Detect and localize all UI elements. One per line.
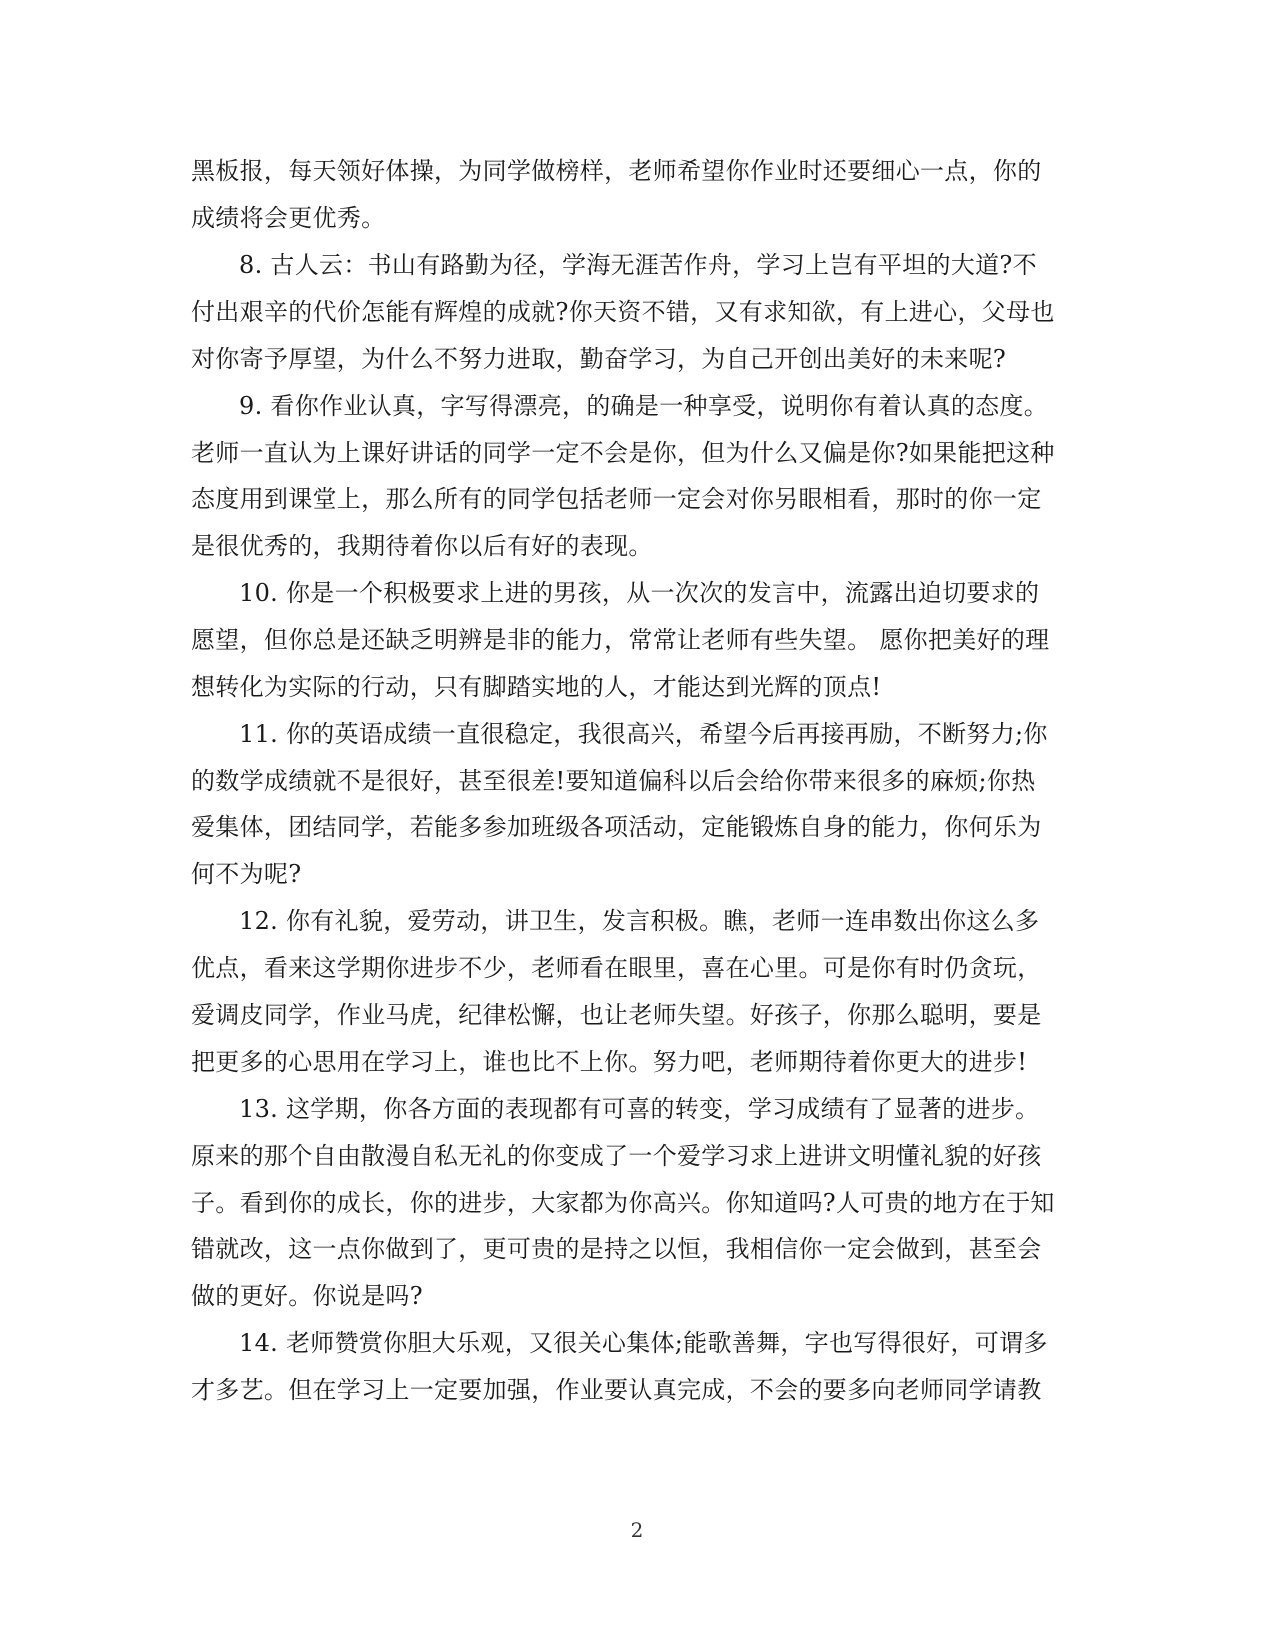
paragraph-9-line-1: 9. 看你作业认真，字写得漂亮，的确是一种享受，说明你有着认真的态度。 (239, 392, 1049, 420)
paragraph-12-line-4: 把更多的心思用在学习上，谁也比不上你。努力吧，老师期待着你更大的进步! (191, 1048, 1028, 1076)
paragraph-11-line-3: 爱集体，团结同学，若能多参加班级各项活动，定能锻炼自身的能力，你何乐为 (191, 813, 1042, 841)
paragraph-13-line-1: 13. 这学期，你各方面的表现都有可喜的转变，学习成绩有了显著的进步。 (239, 1095, 1040, 1123)
paragraph-12-line-1: 12. 你有礼貌，爱劳动，讲卫生，发言积极。瞧，老师一连串数出你这么多 (239, 907, 1040, 935)
paragraph-11-line-1: 11. 你的英语成绩一直很稳定，我很高兴，希望今后再接再励，不断努力;你 (239, 720, 1048, 748)
paragraph-13-line-5: 做的更好。你说是吗? (191, 1282, 423, 1310)
paragraph-11-line-4: 何不为呢? (191, 860, 302, 888)
paragraph-12-line-2: 优点，看来这学期你进步不少，老师看在眼里，喜在心里。可是你有时仍贪玩， (191, 954, 1042, 982)
paragraph-14-line-2: 才多艺。但在学习上一定要加强，作业要认真完成，不会的要多向老师同学请教 (191, 1376, 1042, 1404)
paragraph-10-line-1: 10. 你是一个积极要求上进的男孩，从一次次的发言中，流露出迫切要求的 (239, 579, 1040, 607)
paragraph-13-line-2: 原来的那个自由散漫自私无礼的你变成了一个爱学习求上进讲文明懂礼貌的好孩 (191, 1142, 1042, 1170)
page-number: 2 (630, 1518, 644, 1542)
paragraph-10-line-2: 愿望，但你总是还缺乏明辨是非的能力，常常让老师有些失望。 愿你把美好的理 (191, 626, 1050, 654)
paragraph-9-line-3: 态度用到课堂上，那么所有的同学包括老师一定会对你另眼相看，那时的你一定 (191, 485, 1042, 513)
paragraph-11-line-2: 的数学成绩就不是很好，甚至很差!要知道偏科以后会给你带来很多的麻烦;你热 (191, 767, 1036, 795)
paragraph-12-line-3: 爱调皮同学，作业马虎，纪律松懈，也让老师失望。好孩子，你那么聪明，要是 (191, 1001, 1042, 1029)
paragraph-13-line-3: 子。看到你的成长，你的进步，大家都为你高兴。你知道吗?人可贵的地方在于知 (191, 1189, 1055, 1217)
paragraph-8-line-2: 付出艰辛的代价怎能有辉煌的成就?你天资不错，又有求知欲，有上进心，父母也 (191, 298, 1055, 326)
text-line-1: 黑板报，每天领好体操，为同学做榜样，老师希望你作业时还要细心一点，你的 (191, 157, 1042, 185)
paragraph-13-line-4: 错就改，这一点你做到了，更可贵的是持之以恒，我相信你一定会做到，甚至会 (191, 1235, 1042, 1263)
paragraph-8-line-1: 8. 古人云：书山有路勤为径，学海无涯苦作舟，学习上岂有平坦的大道?不 (239, 251, 1037, 279)
paragraph-14-line-1: 14. 老师赞赏你胆大乐观，又很关心集体;能歌善舞，字也写得很好，可谓多 (239, 1329, 1048, 1357)
text-line-2: 成绩将会更优秀。 (191, 204, 386, 232)
paragraph-8-line-3: 对你寄予厚望，为什么不努力进取，勤奋学习，为自己开创出美好的未来呢? (191, 345, 1007, 373)
paragraph-10-line-3: 想转化为实际的行动，只有脚踏实地的人，才能达到光辉的顶点! (191, 673, 882, 701)
paragraph-9-line-2: 老师一直认为上课好讲话的同学一定不会是你，但为什么又偏是你?如果能把这种 (191, 439, 1055, 467)
paragraph-9-line-4: 是很优秀的，我期待着你以后有好的表现。 (191, 532, 653, 560)
